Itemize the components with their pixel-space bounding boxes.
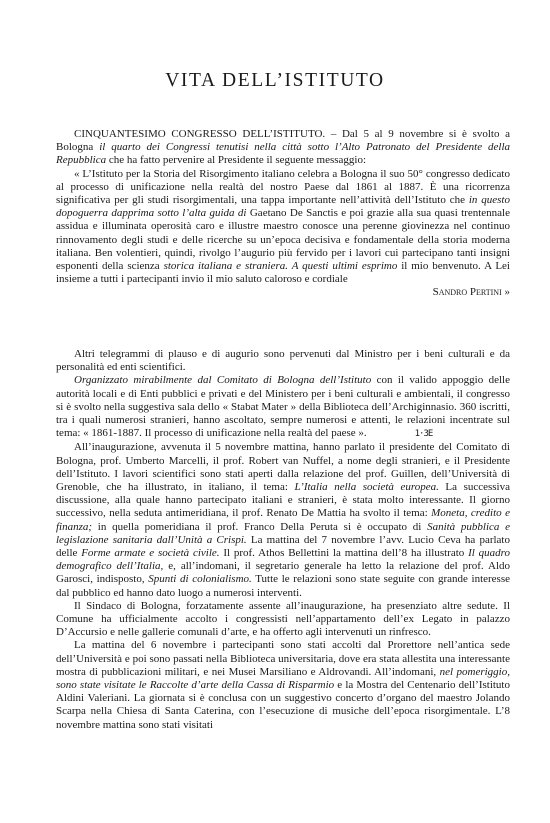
paragraph-visits: La mattina del 6 novembre i partecipanti sono stati accolti dal Prorettore nell’antica sede dell’Università e poi sono passati nella Biblioteca universitaria, dove era stata allestita una interessante mostra di pubblicazioni militari, e nei Musei Marsiliano e Aldrovandi. All’indomani, nel pomeriggio, sono state visitate le Raccolte d’arte della Cassa di Risparmio e la Mostra del Centenario dell’Istituto Aldini Valeriani. La giornata si è conclusa con un suggestivo concerto d’organo del maestro Jolando Scarpa nella Chiesa di Santa Caterina, con l’esecuzione di musiche dell’epoca risorgimentale. L’8 novembre mattina sono stati visitati: [56, 639, 510, 731]
ink-stamp: 1·3E: [414, 429, 433, 440]
message-signature: Sandro Pertini »: [432, 286, 510, 299]
intro-paragraph: CINQUANTESIMO CONGRESSO DELL’ISTITUTO. – Dal 5 al 9 novembre si è svolto a Bologna il quarto dei Congressi tenutisi nella città sotto l’Alto Patronato del Presidente della Repubblica che ha fatto pervenire al Presidente il seguente messaggio:: [56, 128, 510, 167]
paragraph-organization: Organizzato mirabilmente dal Comitato di Bologna dell’Istituto con il valido appoggio delle autorità locali e di Enti pubblici e privati e del Ministero per i beni culturali e ambientali, il congresso si è svolto nella suggestiva sala dello « Stabat Mater » della Biblioteca dell’Archiginnasio. 360 iscritti, tra i quali numerosi stranieri, hanno ascoltato, sempre numerosi e attenti, le relazioni incentrate sul tema: « 1861-1887. Il processo di unificazione nella realtà del paese ». 1·3E: [56, 374, 510, 441]
presidential-message: « L’Istituto per la Storia del Risorgimento italiano celebra a Bologna il suo 50° congresso dedicato al processo di unificazione nella realtà del nostro Paese dal 1861 al 1887. È una ricorrenza significativa per gli studi risorgimentali, una tappa importante nell’attività dell’Istituto che in questo dopoguerra dapprima sotto l’alta guida di Gaetano De Sanctis e poi grazie alla sua quasi trentennale assidua e illuminata operosità caro e illustre maestro conosce una perenne giovinezza nel continuo rinnovamento degli studi e delle ricerche su un’epoca decisiva e fondamentale della storia moderna italiana. Ben volentieri, quindi, rivolgo l’augurio più fervido per i lavori cui partecipano tanti insigni esponenti della scienza storica italiana e straniera. A questi ultimi esprimo il mio benvenuto. A Lei insieme a tutti i partecipanti invio il mio saluto caloroso e cordiale: [56, 167, 510, 286]
congress-heading: CINQUANTESIMO CONGRESSO DELL’ISTITUTO.: [74, 128, 326, 140]
paragraph-telegrams: Altri telegrammi di plauso e di augurio sono pervenuti dal Ministro per i beni culturali e da personalità ed enti scientifici.: [56, 348, 510, 374]
page-title: VITA DELL’ISTITUTO: [165, 70, 385, 91]
congress-announcement: [56, 128, 510, 300]
paragraph-mayor: Il Sindaco di Bologna, forzatamente assente all’inaugurazione, ha presenziato altre sedute. Il Comune ha ufficialmente accolto i congressisti nell’appartamento dell’ex Legato in palazzo D’Accursio e nelle gallerie comunali d’arte, e ha offerto agli intervenuti un rinfresco.: [56, 599, 510, 639]
paragraph-inauguration: All’inaugurazione, avvenuta il 5 novembre mattina, hanno parlato il presidente del Comitato di Bologna, prof. Umberto Marcelli, il prof. Robert van Nuffel, a nome degli stranieri, e il Presidente dell’Istituto. I lavori scientifici sono stati aperti dalla relazione del prof. Guillen, dell’Università di Grenoble, che ha illustrato, in italiano, il tema: L’Italia nella società europea. La successiva discussione, alla quale hanno partecipato italiani e stranieri, è stata molto interessante. Il giorno successivo, nella seduta antimeridiana, il prof. Renato De Mattia ha svolto il tema: Moneta, credito e finanza; in quella pomeridiana il prof. Franco Della Peruta si è occupato di Sanità pubblica e legislazione sanitaria dall’Unità a Crispi. La mattina del 7 novembre l’avv. Lucio Ceva ha parlato delle Forme armate e società civile. Il prof. Athos Bellettini la mattina dell’8 ha illustrato Il quadro demografico dell’Italia, e, all’indomani, il segretario generale ha letto la relazione del prof. Aldo Garosci, indisposto, Spunti di colonialismo. Tutte le relazioni sono state seguite con grande interesse dal pubblico ed hanno dato luogo a numerosi interventi.: [56, 441, 511, 599]
congress-report: [56, 348, 510, 732]
